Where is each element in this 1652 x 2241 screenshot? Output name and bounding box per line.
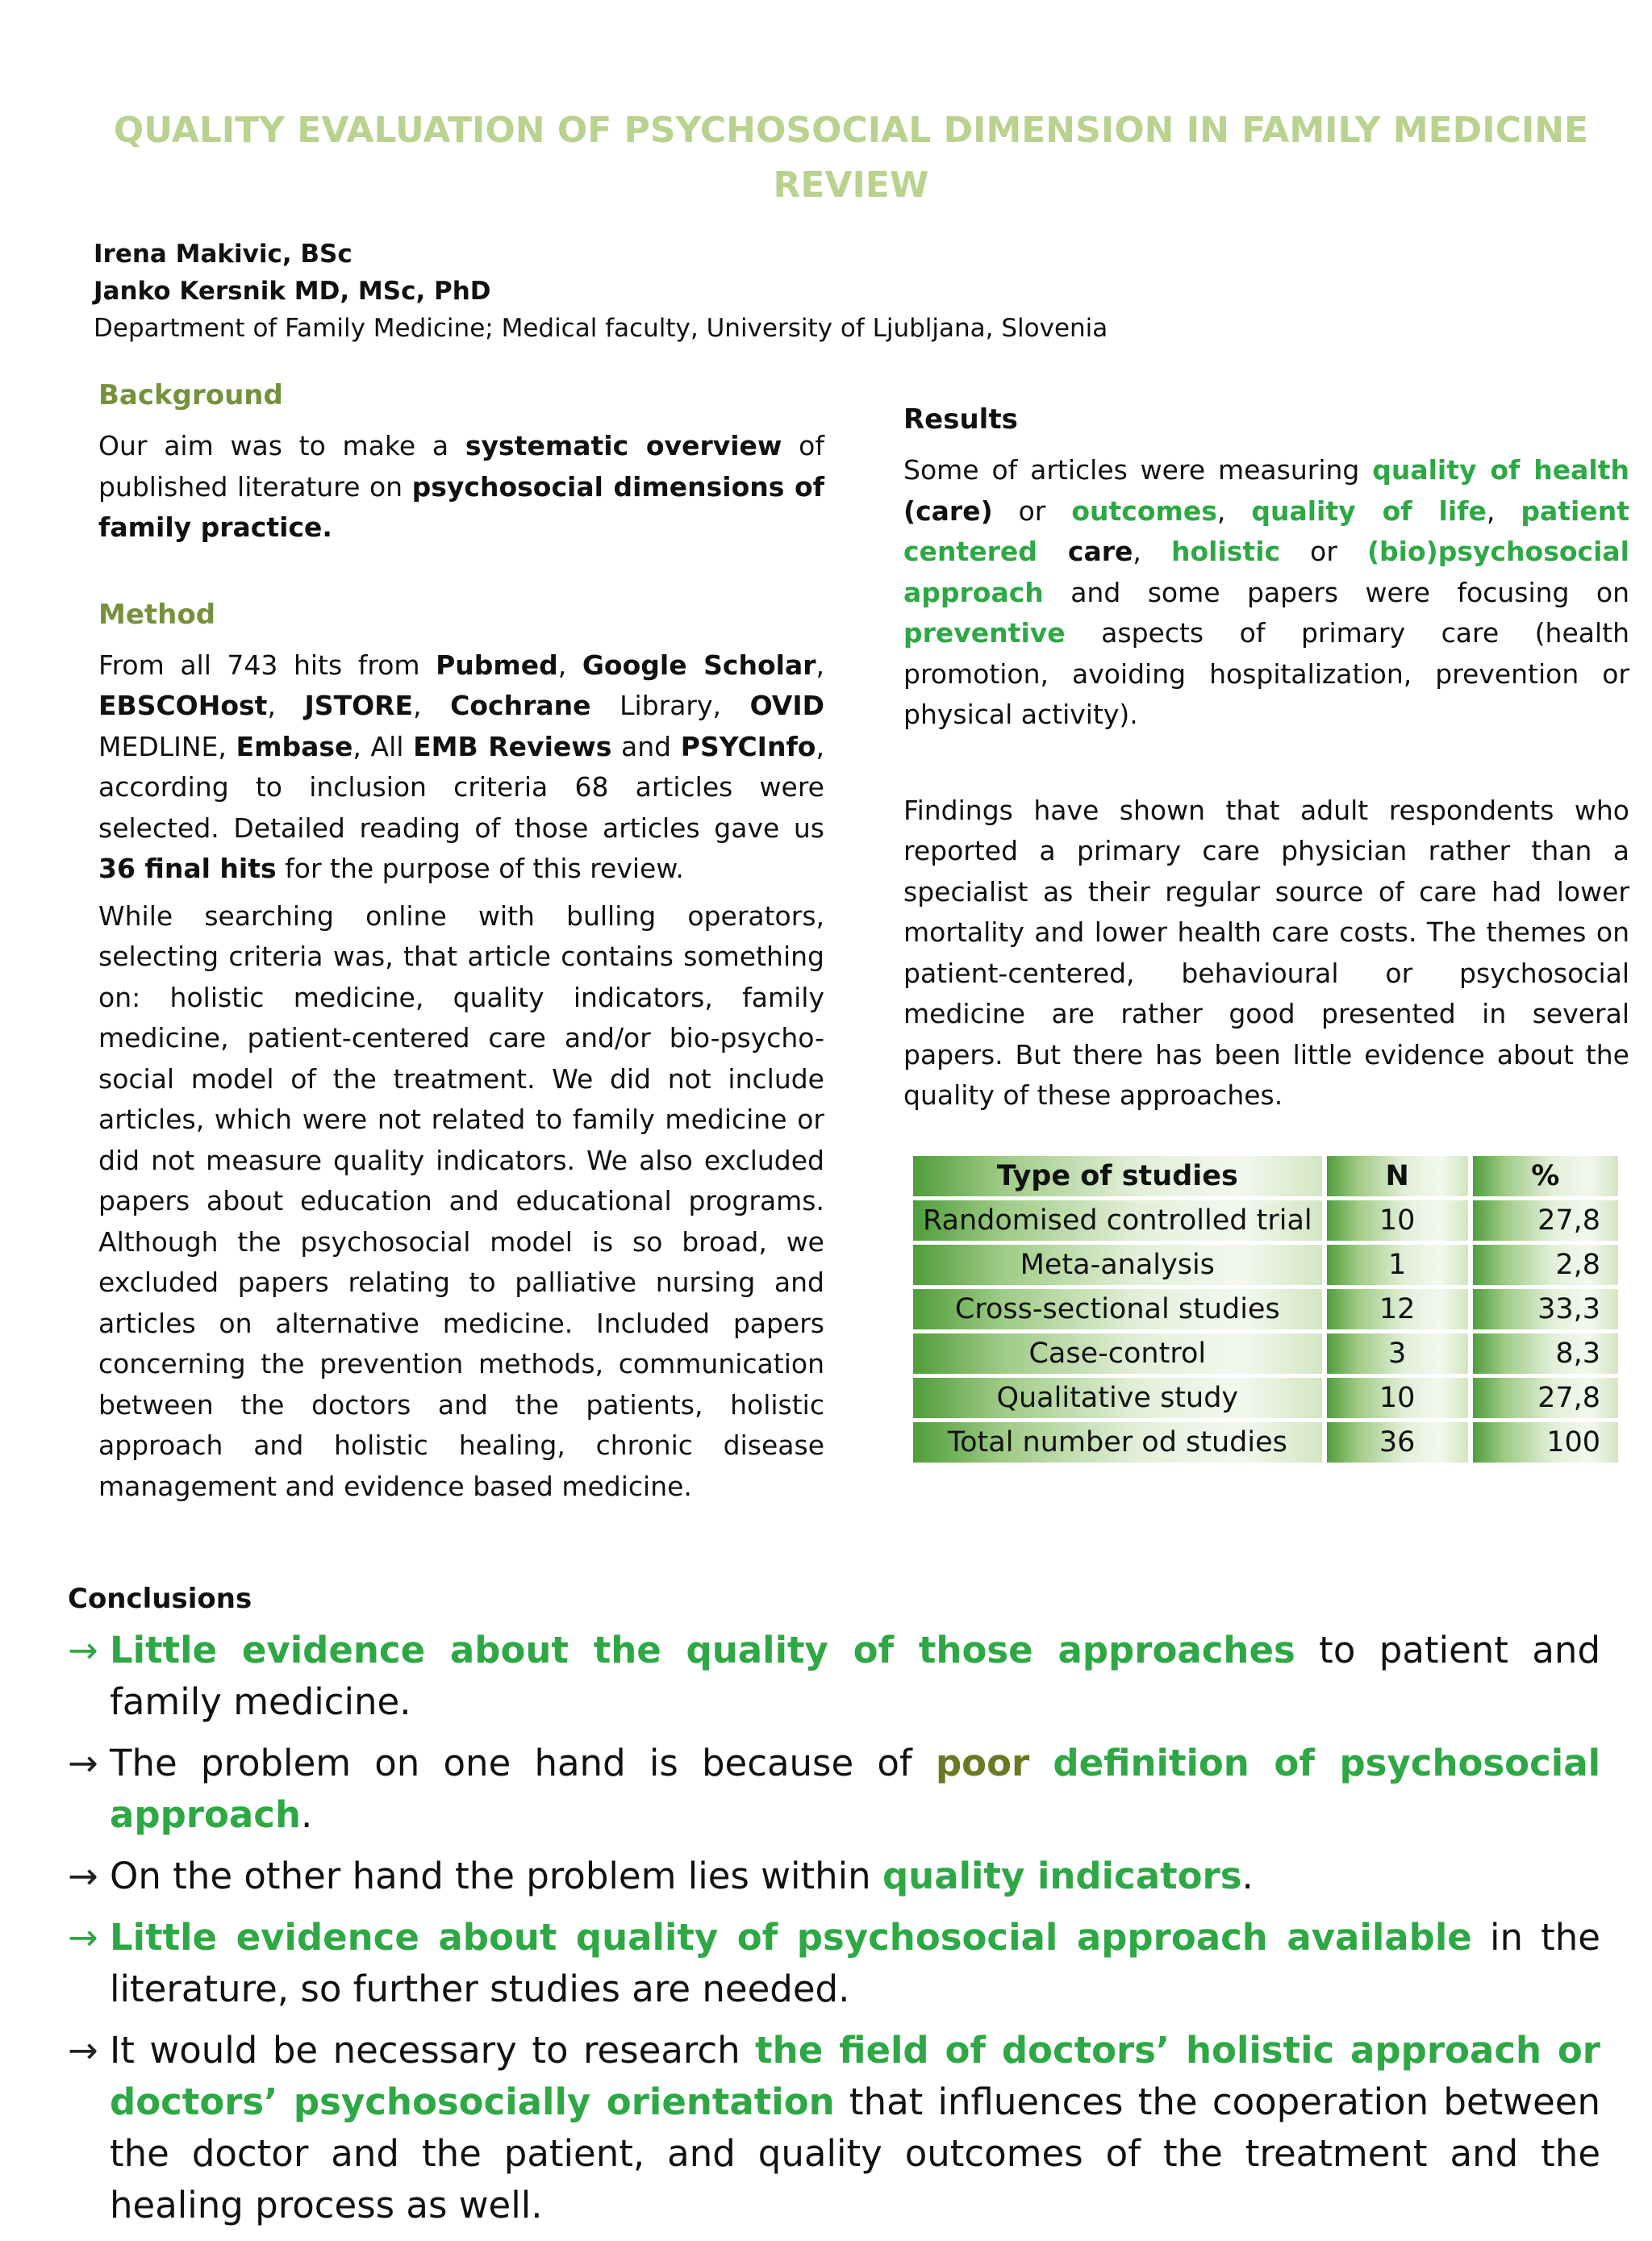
table-row (913, 1378, 1618, 1418)
arrow-right-icon: → (68, 1742, 98, 1784)
table-cell: Qualitative study (913, 1378, 1322, 1418)
background-text: Our aim was to make a systematic overview of published literature on psychosocial dimensions of family practice. (98, 430, 824, 543)
table-row (913, 1333, 1618, 1374)
method-paragraph-1: From all 743 hits from Pubmed, Google Scholar, EBSCOHost, JSTORE, Cochrane Library, OVID MEDLINE, Embase, All EMB Reviews and PSYCInfo, according to inclusion criteria 68 articles were selected. Detailed reading of those articles gave us 36 final hits for the purpose of this review. (98, 649, 824, 884)
table-cell: Randomised controlled trial (913, 1200, 1322, 1241)
results-paragraph-1: Some of articles were measuring quality of health (care) or outcomes, quality of life, patient centered care, holistic or (bio)psychosocial approach and some papers were focusing on preventive aspects of primary care (health promotion, avoiding hospitalization, prevention or physical activity). (903, 454, 1629, 730)
table-cell: 12 (1327, 1289, 1468, 1329)
table-row (913, 1422, 1618, 1463)
table-cell: 27,8 (1473, 1200, 1618, 1241)
conclusion-item: → It would be necessary to research the field of doctors’ holistic approach or doctors’ psychosocially orientation that influences the cooperation between the doctor and the patient, and quality outcomes of the treatment and the healing process as well. (68, 2025, 1600, 2231)
affiliation: Department of Family Medicine; Medical faculty, University of Ljubljana, Slovenia (94, 314, 1108, 343)
results-paragraph-2: Findings have shown that adult respondents who reported a primary care physician rather than a specialist as their regular source of care had lower mortality and lower health care costs. The themes on patient-centered, behavioural or psychosocial medicine are rather good presented in several papers. But there has been little evidence about the quality of these approaches. (903, 794, 1629, 1111)
table-cell: Case-control (913, 1333, 1322, 1374)
conclusion-item: → On the other hand the problem lies within quality indicators. (68, 1851, 1600, 1902)
arrow-right-icon: → (68, 1916, 98, 1959)
right-column (903, 403, 1629, 1116)
table-cell: 10 (1327, 1200, 1468, 1241)
table-cell: 1 (1327, 1245, 1468, 1285)
table-cell: 36 (1327, 1422, 1468, 1463)
arrow-right-icon: → (68, 1855, 98, 1897)
table-row (913, 1200, 1618, 1241)
table-cell: 100 (1473, 1422, 1618, 1463)
table-header-row (913, 1156, 1618, 1196)
table-cell: Total number od studies (913, 1422, 1322, 1463)
conclusions-heading: Conclusions (68, 1583, 252, 1615)
author-1: Irena Makivic, BSc (94, 240, 353, 269)
arrow-right-icon: → (68, 2029, 98, 2072)
background-heading: Background (98, 379, 283, 411)
title-line-1: QUALITY EVALUATION OF PSYCHOSOCIAL DIMENSION IN FAMILY MEDICINE (113, 110, 1589, 151)
table-row (913, 1289, 1618, 1329)
title-line-2: REVIEW (773, 165, 929, 206)
table-cell: 10 (1327, 1378, 1468, 1418)
table-row (913, 1245, 1618, 1285)
table-header-cell: N (1327, 1156, 1468, 1196)
method-paragraph-2: While searching online with bulling operators, selecting criteria was, that article contains something on: holistic medicine, quality indicators, family medicine, patient-centered care and/or bio-psycho-social model of the treatment. We did not include articles, which were not related to family medicine or did not measure quality indicators. We also excluded papers about education and educational programs. Although the psychosocial model is so broad, we excluded papers relating to palliative nursing and articles on alternative medicine. Included papers concerning the prevention methods, communication between the doctors and the patients, holistic approach and holistic healing, chronic disease management and evidence based medicine. (98, 899, 824, 1502)
left-column (98, 379, 824, 1507)
table-header-cell: % (1473, 1156, 1618, 1196)
authors-block (94, 236, 1108, 347)
table-cell: 27,8 (1473, 1378, 1618, 1418)
author-2: Janko Kersnik MD, MSc, PhD (94, 277, 491, 306)
method-heading: Method (98, 598, 216, 631)
table-cell: 8,3 (1473, 1333, 1618, 1374)
study-types-table (908, 1152, 1623, 1467)
table-header-cell: Type of studies (913, 1156, 1322, 1196)
poster-title (105, 103, 1597, 213)
conclusion-item: → The problem on one hand is because of poor definition of psychosocial approach. (68, 1738, 1600, 1841)
results-heading: Results (903, 403, 1018, 436)
table-cell: 33,3 (1473, 1289, 1618, 1329)
conclusions-section (68, 1583, 1600, 2241)
table-cell: Meta-analysis (913, 1245, 1322, 1285)
table-cell: 2,8 (1473, 1245, 1618, 1285)
conclusion-item: → Little evidence about the quality of those approaches to patient and family medicine. (68, 1625, 1600, 1728)
conclusion-item: → Little evidence about quality of psychosocial approach available in the literature, so further studies are needed. (68, 1912, 1600, 2015)
table-cell: Cross-sectional studies (913, 1289, 1322, 1329)
arrow-right-icon: → (68, 1629, 98, 1671)
table-cell: 3 (1327, 1333, 1468, 1374)
